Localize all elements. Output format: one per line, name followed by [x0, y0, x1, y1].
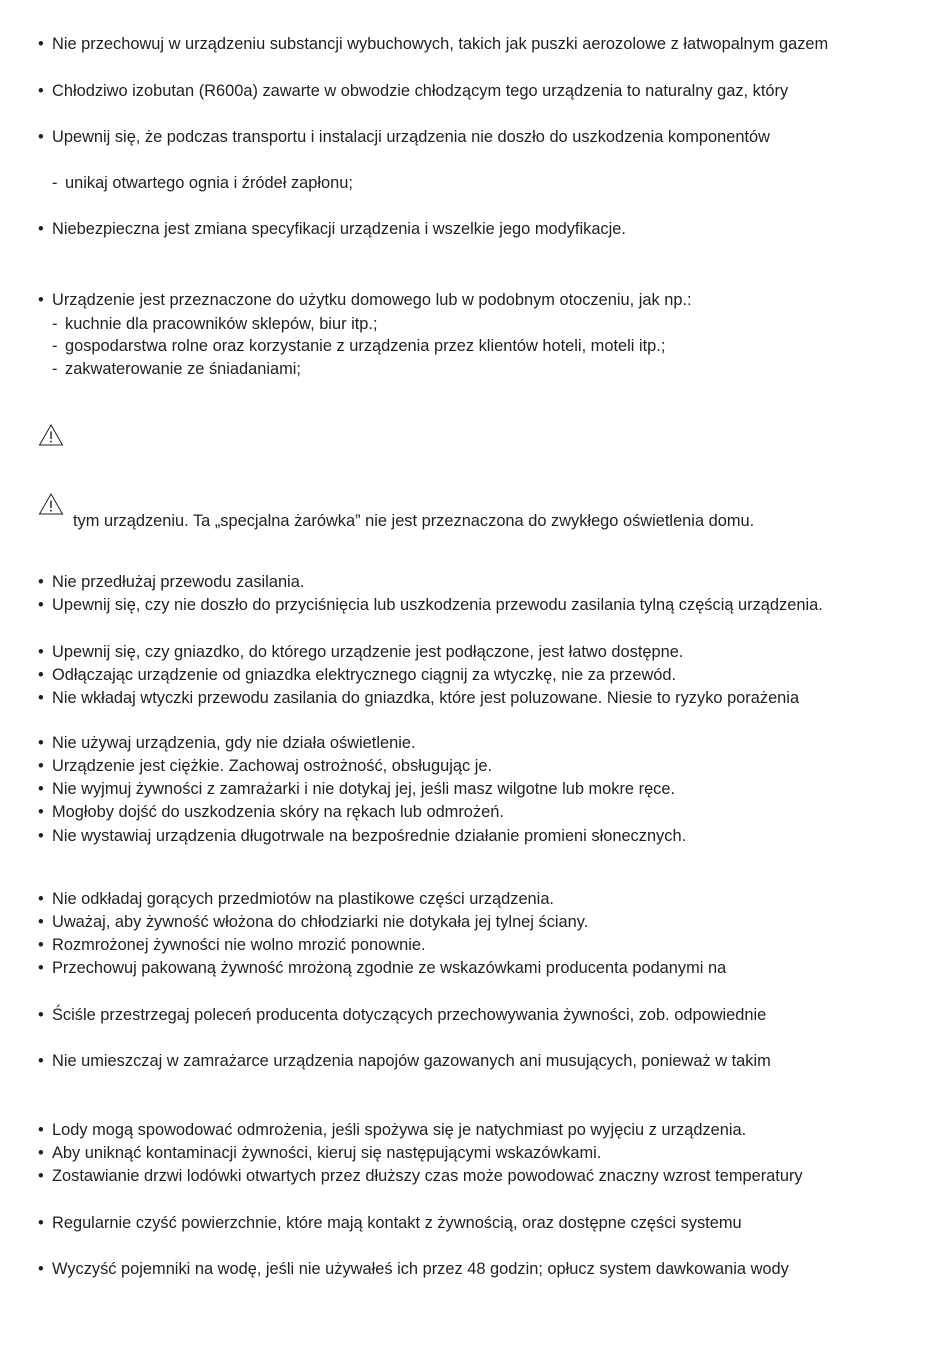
bullet-marker: •	[38, 780, 44, 798]
item-text: Urządzenie jest przeznaczone do użytku domowego lub w podobnym otoczeniu, jak np.:	[52, 291, 692, 309]
bullet-marker: •	[38, 689, 44, 707]
item-text: Przechowuj pakowaną żywność mrożoną zgodnie ze wskazówkami producenta podanymi na	[52, 959, 727, 977]
dash-marker: -	[52, 174, 58, 192]
bullet-marker: •	[38, 827, 44, 845]
item-text: Nie odkładaj gorących przedmiotów na plastikowe części urządzenia.	[52, 890, 554, 908]
item-text: Upewnij się, czy nie doszło do przyciśnięcia lub uszkodzenia przewodu zasilania tylną częścią urządzenia.	[52, 596, 823, 614]
dash-marker: -	[52, 337, 58, 355]
item-text: Upewnij się, że podczas transportu i instalacji urządzenia nie doszło do uszkodzenia komponentów	[52, 128, 770, 146]
bullet-marker: •	[38, 1006, 44, 1024]
item-text: Wyczyść pojemniki na wodę, jeśli nie używałeś ich przez 48 godzin; opłucz system dawkowania wody	[52, 1260, 789, 1278]
bullet-marker: •	[38, 734, 44, 752]
bullet-marker: •	[38, 35, 44, 53]
bullet-marker: •	[38, 128, 44, 146]
item-text: zakwaterowanie ze śniadaniami;	[65, 360, 301, 378]
item-text: Nie wyjmuj żywności z zamrażarki i nie dotykaj jej, jeśli masz wilgotne lub mokre ręce.	[52, 780, 676, 798]
bullet-marker: •	[38, 220, 44, 238]
bullet-marker: •	[38, 1052, 44, 1070]
bullet-marker: •	[38, 643, 44, 661]
item-text: Nie przechowuj w urządzeniu substancji wybuchowych, takich jak puszki aerozolowe z łatwopalnym gazem	[52, 35, 829, 53]
item-text: Nie wkładaj wtyczki przewodu zasilania do gniazdka, które jest poluzowane. Niesie to ryzyko porażenia	[52, 689, 800, 707]
bullet-marker: •	[38, 82, 44, 100]
bullet-marker: •	[38, 890, 44, 908]
bullet-marker: •	[38, 913, 44, 931]
bullet-marker: •	[38, 803, 44, 821]
bullet-marker: •	[38, 1260, 44, 1278]
bullet-marker: •	[38, 1121, 44, 1139]
item-text: Odłączając urządzenie od gniazdka elektrycznego ciągnij za wtyczkę, nie za przewód.	[52, 666, 677, 684]
item-text: Rozmrożonej żywności nie wolno mrozić ponownie.	[52, 936, 426, 954]
item-text: Nie przedłużaj przewodu zasilania.	[52, 573, 305, 591]
bullet-marker: •	[38, 573, 44, 591]
item-text: Zostawianie drzwi lodówki otwartych przez dłuższy czas może powodować znaczny wzrost temperatury	[52, 1167, 803, 1185]
bullet-marker: •	[38, 936, 44, 954]
item-text: Nie umieszczaj w zamrażarce urządzenia napojów gazowanych ani musujących, ponieważ w takim	[52, 1052, 771, 1070]
item-text: Niebezpieczna jest zmiana specyfikacji urządzenia i wszelkie jego modyfikacje.	[52, 220, 626, 238]
item-text: Nie wystawiaj urządzenia długotrwale na bezpośrednie działanie promieni słonecznych.	[52, 827, 687, 845]
item-text: Aby uniknąć kontaminacji żywności, kieruj się następującymi wskazówkami.	[52, 1144, 602, 1162]
item-text: tym urządzeniu. Ta „specjalna żarówka” nie jest przeznaczona do zwykłego oświetlenia domu.	[73, 512, 755, 530]
item-text: Regularnie czyść powierzchnie, które mają kontakt z żywnością, oraz dostępne części systemu	[52, 1214, 742, 1232]
item-text: Urządzenie jest ciężkie. Zachowaj ostrożność, obsługując je.	[52, 757, 493, 775]
item-text: Ściśle przestrzegaj poleceń producenta dotyczących przechowywania żywności, zob. odpowiednie	[52, 1006, 767, 1024]
item-text: kuchnie dla pracowników sklepów, biur itp.;	[65, 315, 378, 333]
item-text: Uważaj, aby żywność włożona do chłodziarki nie dotykała jej tylnej ściany.	[52, 913, 589, 931]
bullet-marker: •	[38, 1167, 44, 1185]
warning-triangle-icon	[38, 423, 64, 447]
bullet-marker: •	[38, 666, 44, 684]
item-text: unikaj otwartego ognia i źródeł zapłonu;	[65, 174, 353, 192]
bullet-marker: •	[38, 1144, 44, 1162]
bullet-marker: •	[38, 291, 44, 309]
item-text: Chłodziwo izobutan (R600a) zawarte w obwodzie chłodzącym tego urządzenia to naturalny gaz, który	[52, 82, 789, 100]
item-text: Upewnij się, czy gniazdko, do którego urządzenie jest podłączone, jest łatwo dostępne.	[52, 643, 684, 661]
item-text: Lody mogą spowodować odmrożenia, jeśli spożywa się je natychmiast po wyjęciu z urządzenia.	[52, 1121, 747, 1139]
dash-marker: -	[52, 315, 58, 333]
bullet-marker: •	[38, 757, 44, 775]
item-text: Nie używaj urządzenia, gdy nie działa oświetlenie.	[52, 734, 416, 752]
item-text: gospodarstwa rolne oraz korzystanie z urządzenia przez klientów hoteli, moteli itp.;	[65, 337, 666, 355]
bullet-marker: •	[38, 596, 44, 614]
dash-marker: -	[52, 360, 58, 378]
item-text: Mogłoby dojść do uszkodzenia skóry na rękach lub odmrożeń.	[52, 803, 504, 821]
bullet-marker: •	[38, 959, 44, 977]
warning-triangle-icon	[38, 492, 64, 516]
bullet-marker: •	[38, 1214, 44, 1232]
